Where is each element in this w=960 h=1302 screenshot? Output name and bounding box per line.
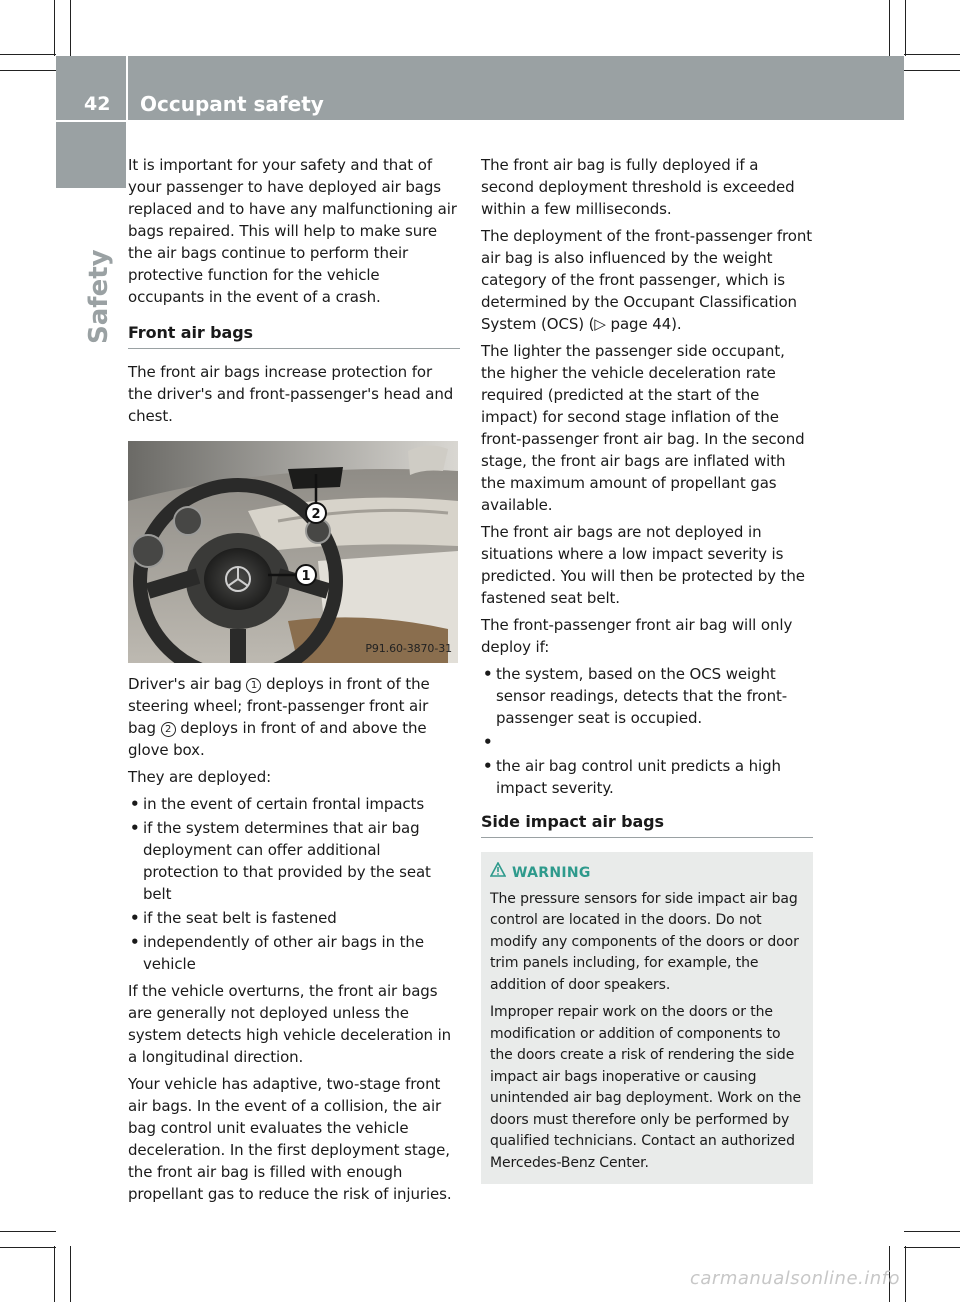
crop-mark [70, 0, 71, 56]
caption-text: Driver's air bag [128, 675, 242, 693]
callout-1: 1 [301, 569, 311, 584]
side-tab-label: Safety [84, 249, 114, 344]
warning-triangle-icon [490, 862, 512, 885]
crop-mark [0, 1247, 56, 1248]
crop-mark [54, 0, 55, 56]
list-item: • [483, 733, 493, 751]
figure-caption [128, 673, 460, 761]
caption-text: deploys in front of the steering wheel; front-passenger front air bag [128, 675, 430, 737]
list-item: • the system, based on the OCS weight sensor readings, detects that the front-passenger seat is occupied. [483, 665, 788, 727]
callout-2: 2 [311, 507, 321, 522]
section-heading-side-impact-air-bags: Side impact air bags [481, 811, 813, 838]
right-column [481, 154, 813, 1184]
list-item: • independently of other air bags in the vehicle [130, 933, 424, 973]
crop-mark [0, 70, 56, 71]
left-column [128, 154, 460, 1210]
paragraph: The front air bags increase protection for the driver's and front-passenger's head and chest. [128, 363, 454, 425]
crop-mark [904, 1231, 960, 1232]
paragraph: The lighter the passenger side occupant, the higher the vehicle deceleration rate required (predicted at the start of the impact) for second stage inflation of the front-passenger front air bag. In the second stage, the front air bags are inflated with the maximum amount of propellant gas available. [481, 342, 805, 514]
crop-mark [0, 1231, 56, 1232]
list-item: • the air bag control unit predicts a high impact severity. [483, 757, 781, 797]
list-item: • in the event of certain frontal impacts [130, 795, 425, 813]
callout-marker-1: 1 [246, 678, 261, 693]
header-divider [126, 56, 128, 120]
paragraph: It is important for your safety and that of your passenger to have deployed air bags replaced and to have any malfunctioning air bags repaired. This will help to make sure the air bags continue to perform their protective function for the vehicle occupants in the event of a crash. [128, 156, 457, 306]
paragraph: The front air bags are not deployed in situations where a low impact severity is predicted. You will then be protected by the fastened seat belt. [481, 523, 805, 607]
warning-text: The pressure sensors for side impact air bag control are located in the doors. Do not modify any components of the doors or door trim panels including, for example, the addition of door speakers. [490, 890, 799, 993]
list-item: • if the system determines that air bag deployment can offer additional protection to that provided by the seat belt [130, 819, 431, 903]
section-heading-front-air-bags: Front air bags [128, 322, 460, 349]
crop-mark [889, 0, 890, 56]
crop-mark [904, 1247, 960, 1248]
dashboard-figure [128, 441, 458, 663]
list-item: • if the seat belt is fastened [130, 909, 337, 927]
paragraph: If the vehicle overturns, the front air bags are generally not deployed unless the system detects high vehicle deceleration in a longitudinal direction. [128, 982, 452, 1066]
crop-mark [54, 1246, 55, 1302]
figure-code: P91.60-3870-31 [365, 642, 452, 655]
paragraph: The front air bag is fully deployed if a second deployment threshold is exceeded within a few milliseconds. [481, 156, 795, 218]
watermark: carmanualsonline.info [690, 1268, 901, 1289]
crop-mark [905, 1246, 906, 1302]
side-tab-box [56, 122, 126, 188]
page-title: Occupant safety [140, 92, 324, 116]
paragraph: The front-passenger front air bag will only deploy if: [481, 616, 793, 656]
callout-marker-2: 2 [161, 722, 176, 737]
crop-mark [905, 0, 906, 56]
crop-mark [904, 54, 960, 55]
paragraph: They are deployed: [128, 768, 272, 786]
warning-text: Improper repair work on the doors or the modification or addition of components to the doors create a risk of rendering the side impact air bags inoperative or causing unintended air bag deployment. Work on the doors must therefore only be performed by qualified technicians. Contact an authorized Mercedes-Benz Center. [490, 1004, 802, 1171]
crop-mark [904, 70, 960, 71]
warning-box [481, 852, 813, 1184]
page-number: 42 [84, 93, 111, 115]
crop-mark [70, 1246, 71, 1302]
warning-label: WARNING [512, 864, 591, 881]
crop-mark [0, 54, 56, 55]
paragraph: The deployment of the front-passenger front air bag is also influenced by the weight category of the front passenger, which is determined by the Occupant Classification System (OCS) (▷ page 44). [481, 227, 813, 333]
paragraph: Your vehicle has adaptive, two-stage front air bags. In the event of a collision, the air bag control unit evaluates the vehicle deceleration. In the first deployment stage, the front air bag is filled with enough propellant gas to reduce the risk of injuries. [128, 1075, 452, 1203]
dashboard-illustration [128, 441, 458, 663]
caption-text: deploys in front of and above the glove box. [128, 719, 427, 759]
